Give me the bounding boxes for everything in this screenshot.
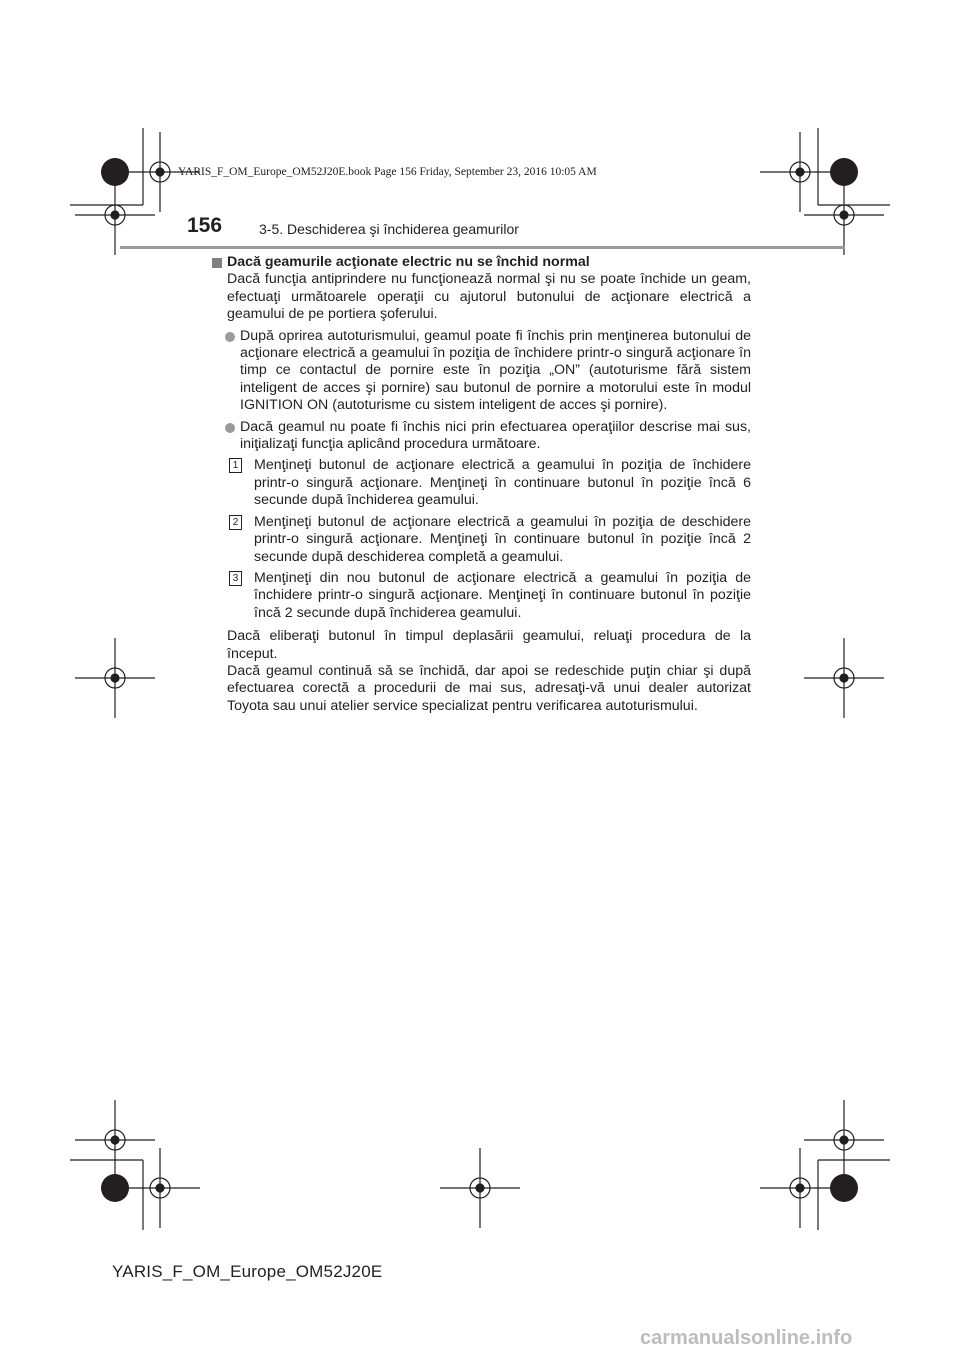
crosshair-target-icon [804,638,884,718]
heading-square-icon [212,258,222,268]
bullet-text: După oprirea autoturismului, geamul poate fi închis prin menţinerea butonului de acţionare electrică a geamului în poziţia de închidere printr-o singură acţionare în timp ce contactul de pornire este în poziţia „ON” (autoturisme fără sistem inteligent de acces şi pornire) sau butonul de pornire a motorului este în modul IGNITION ON (autoturisme cu sistem inteligent de acces şi pornire). [240,327,751,414]
step-text: Menţineţi butonul de acţionare electrică a geamului în poziţia de deschidere printr-o singură acţionare. Menţineţi în continuare butonul în poziţie încă 2 secunde după deschiderea completă a geamului. [254,513,751,565]
step-item [211,570,751,622]
print-sunburst-mark [101,1174,129,1202]
page-content [211,254,751,715]
intro-paragraph: Dacă funcţia antiprindere nu funcţionează normal şi nu se poate închide un geam, efectuaţi următoarele operaţii cu ajutorul butonului de acţionare electrică a geamului de pe portiera şoferului. [227,271,751,323]
step-item [211,514,751,566]
print-sunburst-mark [830,1174,858,1202]
bullet-text: Dacă geamul nu poate fi închis nici prin efectuarea operaţiilor descrise mai sus, iniţializaţi funcţia aplicând procedura următoare. [240,418,751,453]
section-title: 3-5. Deschiderea şi închiderea geamurilor [259,221,519,237]
step-number-box: 2 [229,515,242,530]
header-rule [120,246,845,249]
step-text: Menţineţi din nou butonul de acţionare electrică a geamului în poziţia de închidere printr-o singură acţionare. Menţineţi în continuare butonul în poziţie încă 2 secunde după închiderea geamului. [254,569,751,621]
crosshair-target-icon [440,1148,520,1228]
closing-paragraph: Dacă geamul continuă să se închidă, dar apoi se redeschide puţin chiar şi după efectuarea corectă a procedurii de mai sus, adresaţi-vă unui dealer autorizat Toyota sau unui atelier service specializat pentru verificarea autoturismului. [227,662,751,714]
step-number-box: 1 [229,458,242,473]
crosshair-target-icon [75,638,155,718]
crosshair-target-icon [804,1100,884,1180]
watermark-text: carmanualsonline.info [640,1327,853,1349]
step-item [211,457,751,509]
step-number-box: 3 [229,571,242,586]
subheading-text: Dacă geamurile acţionate electric nu se închid normal [227,254,590,270]
crosshair-target-icon [760,132,840,212]
page-number: 156 [187,214,223,237]
bullet-item [211,328,751,415]
subheading [211,254,751,271]
bullet-item [211,419,751,454]
step-text: Menţineţi butonul de acţionare electrică a geamului în poziţia de închidere printr-o singură acţionare. Menţineţi în continuare butonul în poziţie încă 6 secunde după închiderea geamului. [254,457,751,509]
closing-paragraph: Dacă eliberaţi butonul în timpul deplasării geamului, reluaţi procedura de la început. [227,628,751,662]
print-sunburst-mark [101,158,129,186]
book-file-line: YARIS_F_OM_Europe_OM52J20E.book Page 156 Friday, September 23, 2016 10:05 AM [178,166,597,178]
bullet-dot-icon [225,423,235,433]
crosshair-target-icon [804,175,884,255]
print-sunburst-mark [830,158,858,186]
bullet-dot-icon [225,332,235,342]
footer-document-code: YARIS_F_OM_Europe_OM52J20E [112,1262,383,1281]
